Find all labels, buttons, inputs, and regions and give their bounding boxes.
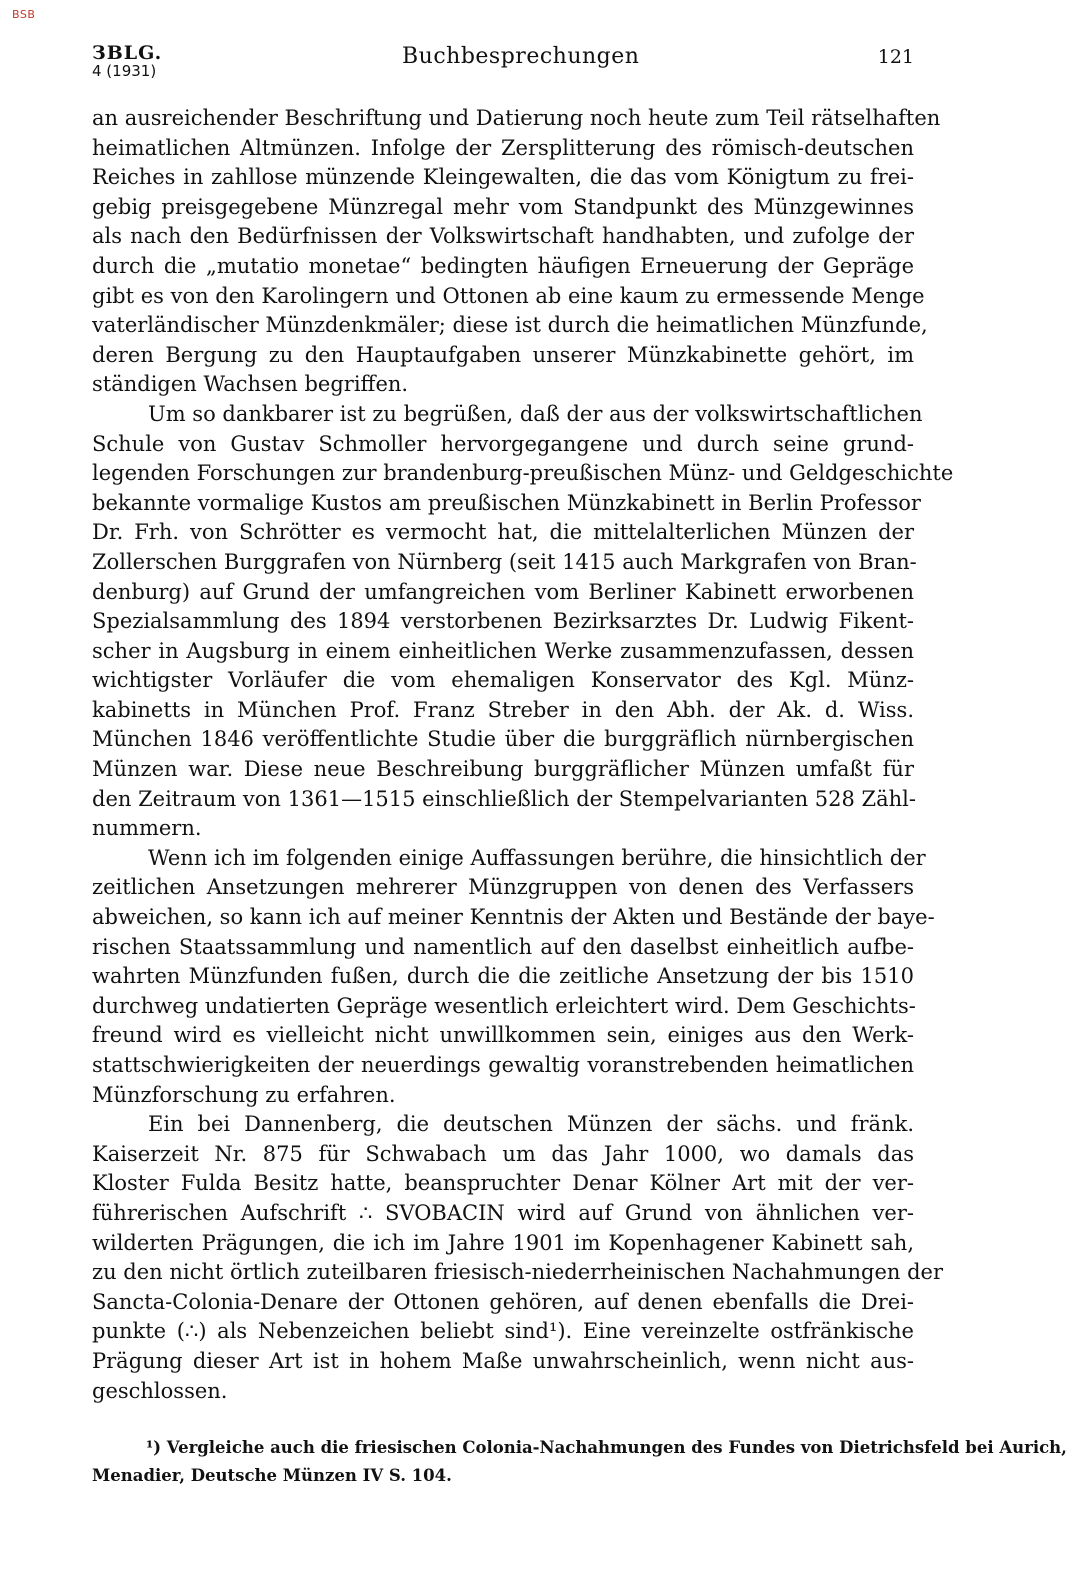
text-line: vaterländischer Münzdenkmäler; diese ist durch die heimatlichen Münzfunde, (92, 313, 928, 338)
text-line: freund wird es vielleicht nicht unwillkommen sein, einiges aus den Werk- (92, 1023, 914, 1048)
text-line: gibt es von den Karolingern und Ottonen ab eine kaum zu ermessende Menge (92, 283, 925, 308)
running-title: Buchbesprechungen (402, 44, 640, 69)
text-line: Kaiserzeit Nr. 875 für Schwabach um das Jahr 1000, wo damals das (92, 1141, 914, 1166)
text-line: legenden Forschungen zur brandenburg-preußischen Münz- und Geldgeschichte (92, 461, 954, 486)
text-line: nummern. (92, 816, 202, 841)
text-line: wichtigster Vorläufer die vom ehemaligen Konservator des Kgl. Münz- (92, 668, 914, 693)
text-line: bekannte vormalige Kustos am preußischen Münzkabinett in Berlin Professor (92, 490, 921, 515)
text-line: Kloster Fulda Besitz hatte, beanspruchter Denar Kölner Art mit der ver- (92, 1171, 914, 1196)
text-line: Münzen war. Diese neue Beschreibung burggräflicher Münzen umfaßt für (92, 757, 914, 782)
text-line: rischen Staatssammlung und namentlich auf den daselbst einheitlich aufbe- (92, 934, 914, 959)
page-number: 121 (877, 46, 914, 68)
paragraph-first-line: Ein bei Dannenberg, die deutschen Münzen der sächs. und fränk. (148, 1112, 914, 1137)
text-line: zeitlichen Ansetzungen mehrerer Münzgruppen von denen des Verfassers (92, 875, 914, 900)
paragraph-first-line: Wenn ich im folgenden einige Auffassungen berühre, die hinsichtlich der (148, 845, 926, 870)
page-header (92, 42, 914, 82)
text-line: führerischen Aufschrift ∴ SVOBACIN wird auf Grund von ähnlichen ver- (92, 1200, 914, 1225)
text-line: geschlossen. (92, 1378, 228, 1403)
library-watermark: BSB (12, 8, 36, 21)
text-line: Schule von Gustav Schmoller hervorgegangene und durch seine grund- (92, 431, 914, 456)
text-line: Dr. Frh. von Schrötter es vermocht hat, die mittelalterlichen Münzen der (92, 520, 914, 545)
text-line: München 1846 veröffentlichte Studie über die burggräflich nürnbergischen (92, 727, 914, 752)
text-line: durchweg undatierten Gepräge wesentlich erleichtert wird. Dem Geschichts- (92, 993, 916, 1018)
text-line: ständigen Wachsen begriffen. (92, 372, 409, 397)
text-line: wilderten Prägungen, die ich im Jahre 1901 im Kopenhagener Kabinett sah, (92, 1230, 914, 1255)
text-line: denburg) auf Grund der umfangreichen vom Berliner Kabinett erworbenen (92, 579, 914, 604)
body-text (92, 104, 954, 1406)
text-line: kabinetts in München Prof. Franz Streber in den Abh. der Ak. d. Wiss. (92, 697, 914, 722)
text-line: punkte (∴) als Nebenzeichen beliebt sind¹). Eine vereinzelte ostfränkische (92, 1319, 914, 1344)
text-line: zu den nicht örtlich zuteilbaren friesisch-niederrheinischen Nachahmungen der (92, 1260, 944, 1285)
text-line: heimatlichen Altmünzen. Infolge der Zersplitterung des römisch-deutschen (92, 135, 914, 160)
text-line: Spezialsammlung des 1894 verstorbenen Bezirksarztes Dr. Ludwig Fikent- (92, 609, 914, 634)
footnote-line: ¹) Vergleiche auch die friesischen Colonia-Nachahmungen des Fundes von Dietrichsfeld bei Aurich, (146, 1438, 1067, 1457)
text-line: an ausreichender Beschriftung und Datierung noch heute zum Teil rätselhaften (92, 106, 941, 130)
text-line: scher in Augsburg in einem einheitlichen Werke zusammenzufassen, dessen (92, 638, 914, 663)
text-line: gebig preisgegebene Münzregal mehr vom Standpunkt des Münzgewinnes (92, 194, 914, 219)
journal-volume: 4 (1931) (92, 62, 157, 80)
text-line: als nach den Bedürfnissen der Volkswirtschaft handhabten, und zufolge der (92, 224, 914, 249)
text-line: wahrten Münzfunden fußen, durch die die zeitliche Ansetzung der bis 1510 (92, 964, 914, 989)
text-line: Reiches in zahllose münzende Kleingewalten, die das vom Königtum zu frei- (92, 165, 914, 190)
text-line: durch die „mutatio monetae“ bedingten häufigen Erneuerung der Gepräge (92, 253, 914, 278)
footnotes (92, 1434, 1067, 1490)
text-line: Münzforschung zu erfahren. (92, 1082, 396, 1107)
text-line: den Zeitraum von 1361—1515 einschließlich der Stempelvarianten 528 Zähl- (92, 786, 916, 811)
text-line: Prägung dieser Art ist in hohem Maße unwahrscheinlich, wenn nicht aus- (92, 1348, 914, 1373)
journal-abbreviation: ЗВLG. (92, 42, 163, 64)
text-line: Sancta-Colonia-Denare der Ottonen gehören, auf denen ebenfalls die Drei- (92, 1289, 914, 1314)
footnote-line: Menadier, Deutsche Münzen IV S. 104. (92, 1466, 452, 1485)
text-line: deren Bergung zu den Hauptaufgaben unserer Münzkabinette gehört, im (92, 342, 914, 367)
text-line: Zollerschen Burggrafen von Nürnberg (seit 1415 auch Markgrafen von Bran- (92, 549, 917, 574)
text-line: abweichen, so kann ich auf meiner Kenntnis der Akten und Bestände der baye- (92, 905, 935, 930)
text-line: stattschwierigkeiten der neuerdings gewaltig voranstrebenden heimatlichen (92, 1053, 914, 1077)
paragraph-first-line: Um so dankbarer ist zu begrüßen, daß der aus der volkswirtschaftlichen (148, 401, 923, 426)
